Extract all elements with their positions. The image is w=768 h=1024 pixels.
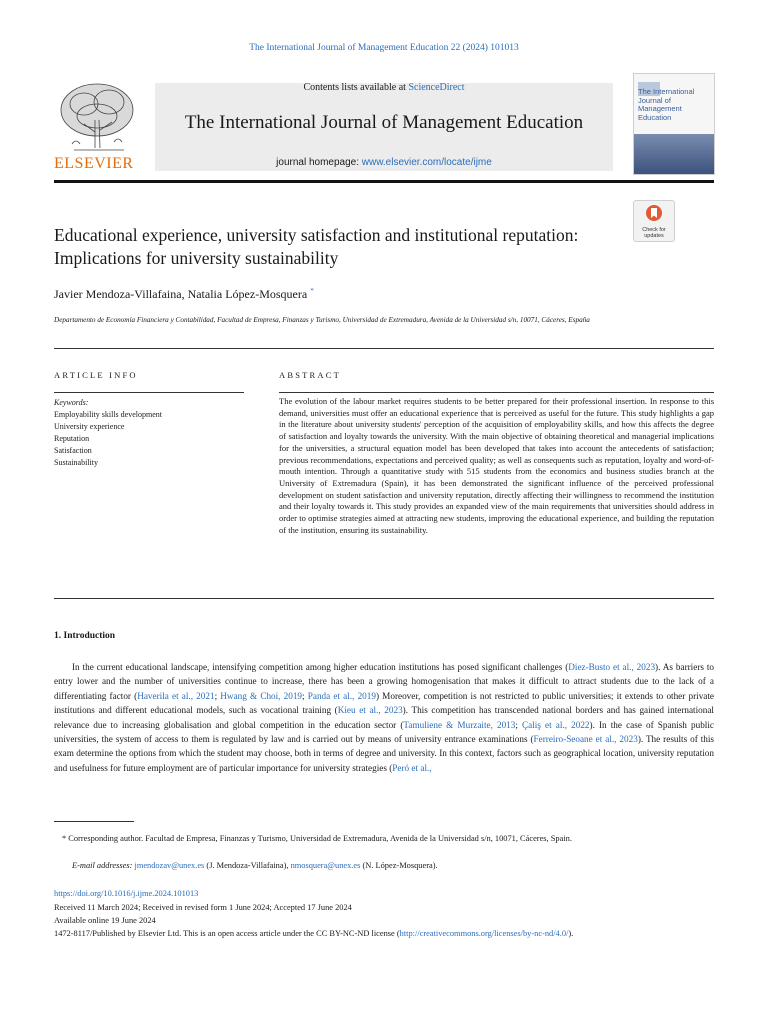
keywords-block bbox=[54, 397, 244, 469]
homepage-link[interactable]: www.elsevier.com/locate/ijme bbox=[361, 157, 492, 168]
publisher-wordmark: ELSEVIER bbox=[54, 155, 134, 172]
email-line bbox=[54, 859, 714, 872]
license-link[interactable]: http://creativecommons.org/licenses/by-nc-nd/4.0/ bbox=[399, 929, 569, 938]
footnote bbox=[54, 832, 714, 845]
keyword: Reputation bbox=[54, 434, 90, 443]
citation-link[interactable]: Tamuliene & Murzaite, 2013 bbox=[403, 719, 516, 730]
cover-title-line: The International bbox=[638, 87, 695, 96]
license-end: ). bbox=[568, 929, 574, 938]
body-text: ) Moreover, competition is not restricted to public universities; it extends to other private institutions and different educational models, such as vocational training ( bbox=[54, 690, 714, 716]
footnote-rule bbox=[54, 821, 134, 822]
check-updates-line2: updates bbox=[644, 233, 664, 239]
cover-title-line: Journal of bbox=[638, 95, 671, 105]
homepage-prefix: journal homepage: bbox=[276, 157, 362, 168]
article-info-heading: ARTICLE INFO bbox=[54, 370, 138, 380]
license-text: 1472-8117/Published by Elsevier Ltd. This is an open access article under the CC BY-NC-ND license ( bbox=[54, 929, 400, 938]
body-text: ; bbox=[214, 690, 221, 701]
keyword: University experience bbox=[54, 422, 125, 431]
bookmark-icon bbox=[645, 204, 663, 222]
keyword: Satisfaction bbox=[54, 446, 92, 455]
doi-link[interactable]: https://doi.org/10.1016/j.ijme.2024.101013 bbox=[54, 889, 199, 898]
citation-link[interactable]: Panda et al., 2019 bbox=[307, 690, 376, 701]
header-rule bbox=[54, 180, 714, 183]
journal-title: The International Journal of Management Education bbox=[184, 112, 584, 133]
abstract-rule bbox=[279, 392, 714, 393]
cover-title-line: Management bbox=[638, 104, 682, 114]
running-header: The International Journal of Management Education 22 (2024) 101013 bbox=[249, 43, 519, 53]
email-owner: (N. López-Mosquera). bbox=[360, 861, 438, 870]
citation-link[interactable]: Diez-Busto et al., 2023 bbox=[568, 662, 656, 672]
corresponding-author-mark[interactable]: * bbox=[310, 287, 314, 295]
divider bbox=[54, 348, 714, 349]
article-info-rule bbox=[54, 392, 244, 393]
email-owner: (J. Mendoza-Villafaina), bbox=[204, 861, 291, 870]
intro-paragraph bbox=[54, 660, 714, 775]
body-text: ). This competition has transcended national borders and has gained international relevance due to increasing globalisation and global competition in the education sector ( bbox=[54, 705, 714, 730]
footnote-text: Corresponding author. Facultad de Empresa, Finanzas y Turismo, Universidad de Extremadura, Avenida de la Universidad s/n, 10071, Cáceres, Spain. bbox=[68, 834, 572, 843]
body-text: In the current educational landscape, intensifying competition among higher education institutions has posed significant challenges ( bbox=[72, 662, 569, 672]
available-online: Available online 19 June 2024 bbox=[54, 916, 156, 925]
keyword: Employability skills development bbox=[54, 410, 162, 419]
citation-link[interactable]: Hwang & Choi, 2019 bbox=[220, 690, 303, 701]
contents-line bbox=[155, 82, 613, 93]
check-updates-line1: Check for bbox=[642, 227, 666, 233]
body-text: ). In the case of Spanish public universities, the system of access to them is regulated by law and is carried out by means of university entrance examinations ( bbox=[54, 719, 714, 745]
elsevier-tree-logo bbox=[54, 80, 140, 156]
email-label: E-mail addresses: bbox=[72, 861, 133, 870]
keyword: Sustainability bbox=[54, 458, 98, 467]
keywords-label: Keywords: bbox=[54, 398, 89, 407]
journal-homepage bbox=[155, 157, 613, 168]
author-name: Javier Mendoza-Villafaina bbox=[54, 287, 182, 301]
footnote-mark: * bbox=[62, 834, 67, 843]
received-dates: Received 11 March 2024; Received in revised form 1 June 2024; Accepted 17 June 2024 bbox=[54, 903, 352, 912]
sciencedirect-link[interactable]: ScienceDirect bbox=[408, 82, 465, 93]
citation-link[interactable]: Peró et al., bbox=[392, 762, 432, 773]
authors: Javier Mendoza-Villafaina, Natalia López-Mosquera * bbox=[54, 287, 314, 301]
contents-prefix: Contents lists available at bbox=[303, 82, 409, 93]
abstract-heading: ABSTRACT bbox=[279, 370, 341, 380]
cover-title-line: Education bbox=[638, 112, 672, 122]
journal-cover bbox=[633, 73, 715, 175]
article-title: Educational experience, university satisfaction and institutional reputation: Implications for university sustainability bbox=[54, 225, 579, 268]
check-for-updates-button[interactable] bbox=[633, 200, 675, 242]
license-statement bbox=[54, 927, 714, 940]
author-name: Natalia López-Mosquera bbox=[187, 287, 308, 301]
body-text: ; bbox=[515, 719, 523, 730]
body-text: ). As barriers to entry lower and the number of universities continue to increase, there has been a growing homogenisation that makes it difficult to attract students due to the lack of a differentiating factor ( bbox=[54, 662, 714, 701]
body-text: ). The results of this exam determine the options from which the student may choose, both in terms of degree and university. In this context, factors such as geographical location, university reputation and usefulness for future employment are of particular importance for university strategies ( bbox=[54, 734, 714, 773]
citation-link[interactable]: Ferreiro-Seoane et al., 2023 bbox=[533, 734, 638, 745]
citation-link[interactable]: Çaliş et al., 2022 bbox=[522, 719, 590, 730]
section-heading: 1. Introduction bbox=[54, 631, 116, 641]
citation-link[interactable]: Kieu et al., 2023 bbox=[337, 705, 403, 716]
email-link[interactable]: jmendozav@unex.es bbox=[134, 861, 205, 870]
email-link[interactable]: nmosquera@unex.es bbox=[290, 861, 361, 870]
affiliation: Departamento de Economía Financiera y Contabilidad, Facultad de Empresa, Finanzas y Turismo, Universidad de Extremadura, Avenida de la Universidad s/n, 10071, Cáceres, España bbox=[54, 316, 590, 324]
abstract-text: The evolution of the labour market requires students to be better prepared for their professional insertion. In response to this demand, universities must offer an educational experience that is perceived as useful for the future. This study highlights a gap in the literature about university students' perception of the acquisition of employability skills, and how this affects the degree of satisfaction and loyalty towards the university. With the main objective of obtaining theoretical and managerial implications for the universities, a structural equation model has been developed that takes into account the antecedents of satisfaction; previous recommendations, expectations and perceived quality; as well as consequents such as reputation, loyalty and word-of-mouth intention. Through a quantitative study with 515 students from the economics and business studies branch at the University of Extremadura (Spain), it has been demonstrated the significant influence of the perceived professional development on student satisfaction and university reputation, directly affecting their willingness to recommend the institution and their loyalty towards it. This study provides an expanded view of the main requirements that universities should address in order to optimise strategies aimed at attracting new students, improving the educational experience, and building the reputation of the institution, ensuring its sustainability. bbox=[279, 396, 714, 535]
body-text: ; bbox=[302, 690, 308, 701]
divider bbox=[54, 598, 714, 599]
citation-link[interactable]: Haverila et al., 2021 bbox=[137, 690, 215, 701]
cover-image-band bbox=[634, 134, 714, 174]
